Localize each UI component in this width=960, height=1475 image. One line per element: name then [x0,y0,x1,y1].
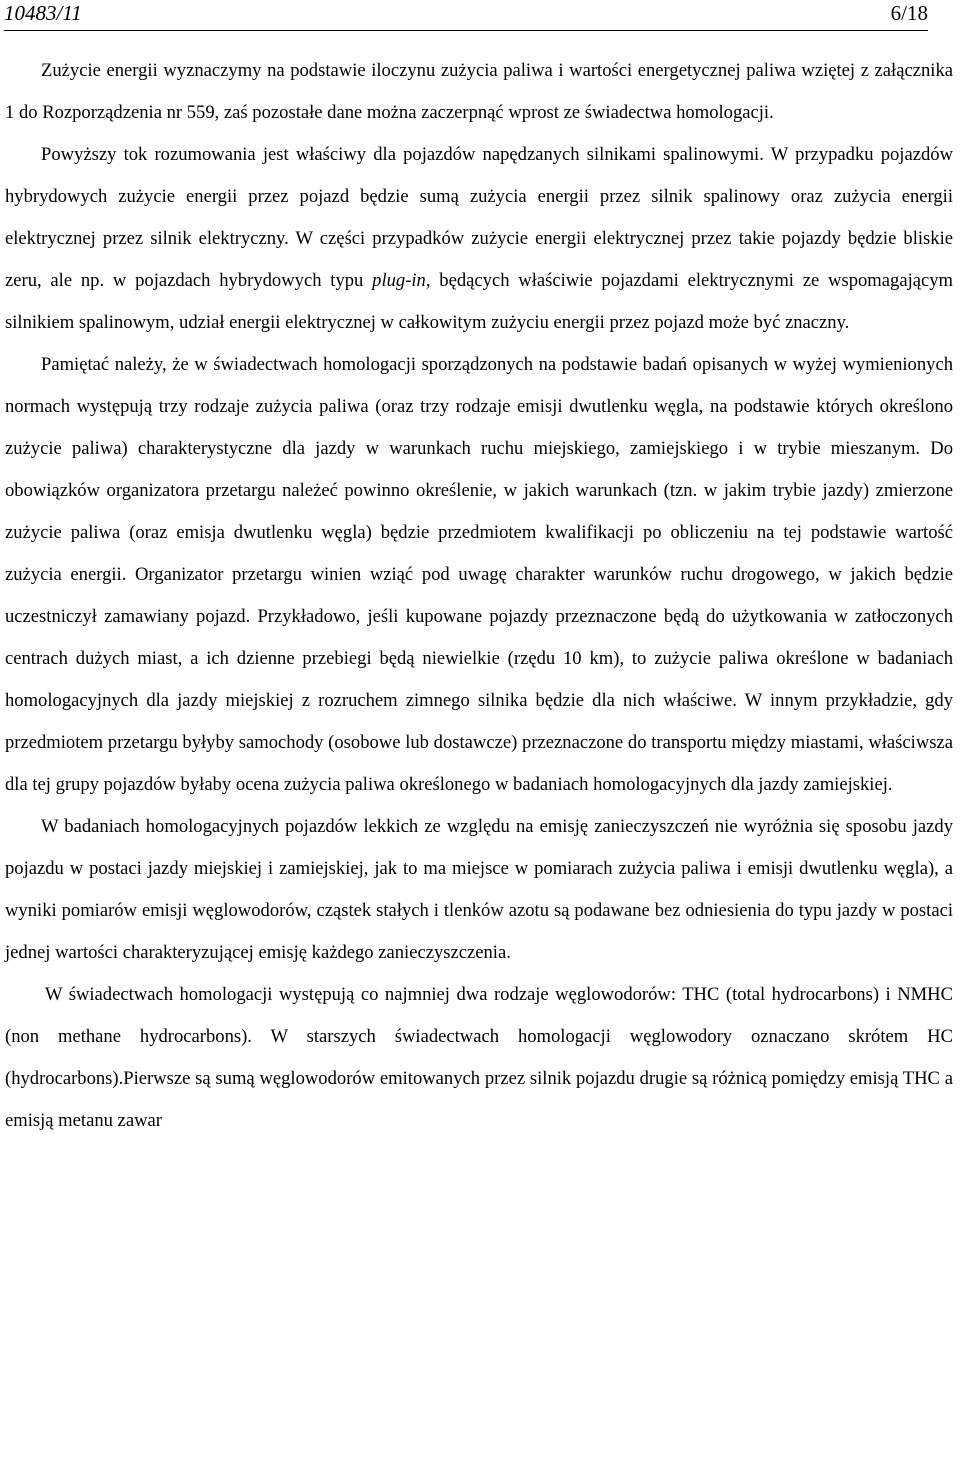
page-header [4,0,928,31]
paragraph-4: W badaniach homologacyjnych pojazdów lekkich ze względu na emisję zanieczyszczeń nie wyróżnia się sposobu jazdy pojazdu w postaci jazdy miejskiej i zamiejskiej, jak to ma miejsce w pomiarach zużycia paliwa i emisji dwutlenku węgla), a wyniki pomiarów emisji węglowodorów, cząstek stałych i tlenków azotu są podawane bez odniesienia do typu jazdy w postaci jednej wartości charakteryzującej emisję każdego zanieczyszczenia. [5,816,953,963]
paragraph-2 [5,134,953,344]
paragraph-2-text-b: , będących właściwie pojazdami elektrycznymi ze wspomagającym silnikiem spalinowym, udział energii elektrycznej w całkowitym zużyciu energii przez pojazd może być znaczny. [5,270,953,333]
paragraph-5: W świadectwach homologacji występują co najmniej dwa rodzaje węglowodorów: THC (total hydrocarbons) i NMHC (non methane hydrocarbons). W starszych świadectwach homologacji węglowodory oznaczano skrótem HC (hydrocarbons).Pierwsze są sumą węglowodorów emitowanych przez silnik pojazdu drugie są różnicą pomiędzy emisją THC a emisją metanu zawar [5,984,953,1131]
paragraph-3: Pamiętać należy, że w świadectwach homologacji sporządzonych na podstawie badań opisanych w wyżej wymienionych normach występują trzy rodzaje zużycia paliwa (oraz trzy rodzaje emisji dwutlenku węgla, na podstawie których określono zużycie paliwa) charakterystyczne dla jazdy w warunkach ruchu miejskiego, zamiejskiego i w trybie mieszanym. Do obowiązków organizatora przetargu należeć powinno określenie, w jakich warunkach (tzn. w jakim trybie jazdy) zmierzone zużycie paliwa (oraz emisja dwutlenku węgla) będzie przedmiotem kwalifikacji po obliczeniu na tej podstawie wartość zużycia energii. Organizator przetargu winien wziąć pod uwagę charakter warunków ruchu drogowego, w jakich będzie uczestniczył zamawiany pojazd. Przykładowo, jeśli kupowane pojazdy przeznaczone będą do użytkowania w zatłoczonych centrach dużych miast, a ich dzienne przebiegi będą niewielkie (rzędu 10 km), to zużycie paliwa określone w badaniach homologacyjnych dla jazdy miejskiej z rozruchem zimnego silnika będzie dla nich właściwe. W innym przykładzie, gdy przedmiotem przetargu byłyby samochody (osobowe lub dostawcze) przeznaczone do transportu między miastami, właściwsza dla tej grupy pojazdów byłaby ocena zużycia paliwa określonego w badaniach homologacyjnych dla jazdy zamiejskiej. [5,354,953,795]
document-body [5,50,953,1142]
paragraph-2-italic-term: plug-in [372,270,426,291]
paragraph-2-text-a: Powyższy tok rozumowania jest właściwy dla pojazdów napędzanych silnikami spalinowymi. W przypadku pojazdów hybrydowych zużycie energii przez pojazd będzie sumą zużycia energii przez silnik spalinowy oraz zużycia energii elektrycznej przez silnik elektryczny. W części przypadków zużycie energii elektrycznej przez takie pojazdy będzie bliskie zeru, ale np. w pojazdach hybrydowych typu [5,144,953,291]
paragraph-1: Zużycie energii wyznaczymy na podstawie iloczynu zużycia paliwa i wartości energetycznej paliwa wziętej z załącznika 1 do Rozporządzenia nr 559, zaś pozostałe dane można zaczerpnąć wprost ze świadectwa homologacji. [5,60,953,123]
document-number: 10483/11 [4,1,82,25]
page-number: 6/18 [890,1,928,25]
